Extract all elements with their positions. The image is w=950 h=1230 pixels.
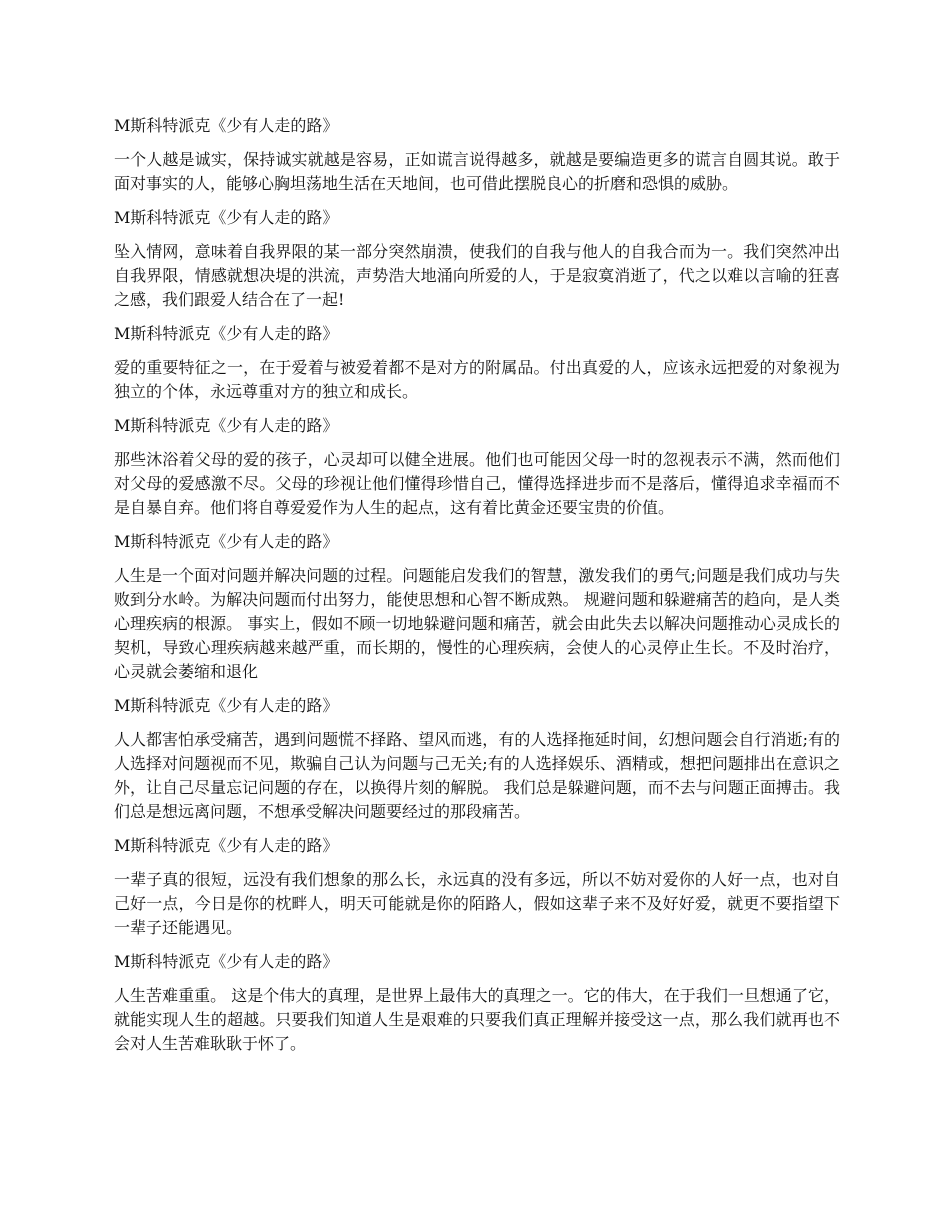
quote-text: 爱的重要特征之一，在于爱着与被爱着都不是对方的附属品。付出真爱的人，应该永远把爱的对象视为独立的个体，永远尊重对方的独立和成长。 bbox=[114, 358, 840, 401]
quote-source: M斯科特派克《少有人走的路》 bbox=[114, 532, 339, 551]
quote-source: M斯科特派克《少有人走的路》 bbox=[114, 416, 339, 435]
quote-entry-2 bbox=[114, 206, 840, 312]
quote-text: 人生苦难重重。 这是个伟大的真理，是世界上最伟大的真理之一。它的伟大，在于我们一旦想通了它，就能实现人生的超越。只要我们知道人生是艰难的只要我们真正理解并接受这一点，那么我们就再也不会对人生苦难耿耿于怀了。 bbox=[114, 986, 840, 1053]
quote-text: 人人都害怕承受痛苦，遇到问题慌不择路、望风而逃，有的人选择拖延时间，幻想问题会自行消逝;有的人选择对问题视而不见，欺骗自己认为问题与己无关;有的人选择娱乐、酒精或，想把问题排出在意识之外，让自己尽量忘记问题的存在，以换得片刻的解脱。 我们总是躲避问题，而不去与问题正面搏击。我们总是想远离问题，不想承受解决问题要经过的那段痛苦。 bbox=[114, 730, 840, 821]
quote-source: M斯科特派克《少有人走的路》 bbox=[114, 952, 339, 971]
quote-entry-8 bbox=[114, 950, 840, 1056]
quote-text: 那些沐浴着父母的爱的孩子，心灵却可以健全进展。他们也可能因父母一时的忽视表示不满，然而他们对父母的爱感激不尽。父母的珍视让他们懂得珍惜自己，懂得选择进步而不是落后，懂得追求幸福而不是自暴自弃。他们将自尊爱爱作为人生的起点，这有着比黄金还要宝贵的价值。 bbox=[114, 450, 840, 517]
quote-source: M斯科特派克《少有人走的路》 bbox=[114, 208, 339, 227]
quote-source: M斯科特派克《少有人走的路》 bbox=[114, 116, 339, 135]
quote-source: M斯科特派克《少有人走的路》 bbox=[114, 836, 339, 855]
quote-text: 坠入情网，意味着自我界限的某一部分突然崩溃，使我们的自我与他人的自我合而为一。我们突然冲出自我界限，情感就想决堤的洪流，声势浩大地涌向所爱的人，于是寂寞消逝了，代之以难以言喻的狂喜之感，我们跟爱人结合在了一起! bbox=[114, 242, 840, 309]
quote-text: 一辈子真的很短，远没有我们想象的那么长，永远真的没有多远，所以不妨对爱你的人好一点，也对自己好一点，今日是你的枕畔人，明天可能就是你的陌路人，假如这辈子来不及好好爱，就更不要指望下一辈子还能遇见。 bbox=[114, 870, 840, 937]
quote-text: 人生是一个面对问题并解决问题的过程。问题能启发我们的智慧，激发我们的勇气;问题是我们成功与失败到分水岭。为解决问题而付出努力，能使思想和心智不断成熟。 规避问题和躲避痛苦的趋向，是人类心理疾病的根源。 事实上，假如不顾一切地躲避问题和痛苦，就会由此失去以解决问题推动心灵成长的契机，导致心理疾病越来越严重，而长期的，慢性的心理疾病，会使人的心灵停止生长。不及时治疗，心灵就会萎缩和退化 bbox=[114, 566, 840, 681]
quote-source: M斯科特派克《少有人走的路》 bbox=[114, 696, 339, 715]
quote-entry-7 bbox=[114, 834, 840, 940]
quote-entry-3 bbox=[114, 322, 840, 404]
quote-entry-1 bbox=[114, 114, 840, 196]
quote-source: M斯科特派克《少有人走的路》 bbox=[114, 324, 339, 343]
quote-text: 一个人越是诚实，保持诚实就越是容易，正如谎言说得越多，就越是要编造更多的谎言自圆其说。敢于面对事实的人，能够心胸坦荡地生活在天地间，也可借此摆脱良心的折磨和恐惧的威胁。 bbox=[114, 150, 840, 193]
quote-entry-4 bbox=[114, 414, 840, 520]
quote-entry-5 bbox=[114, 530, 840, 684]
quote-entry-6 bbox=[114, 694, 840, 824]
